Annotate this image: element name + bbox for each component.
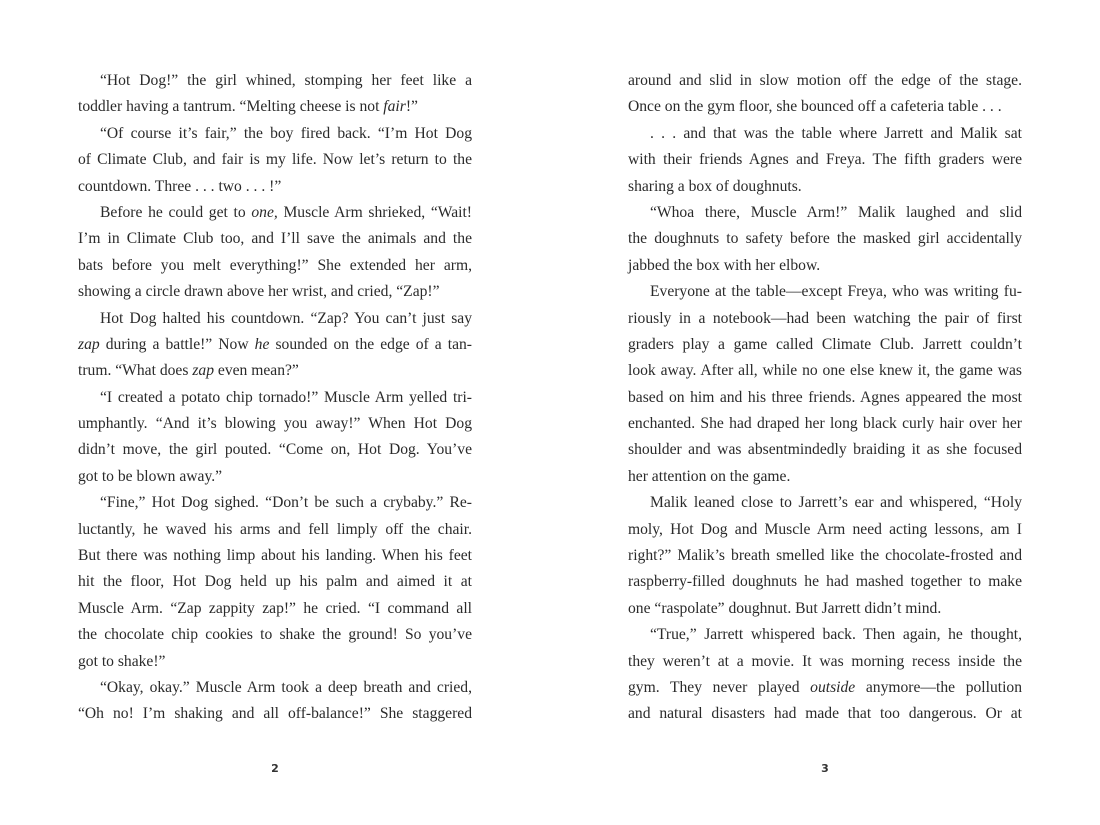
text-run: “Of course it’s fair,” the boy fired back. “I’m Hot Dog xyxy=(100,124,472,142)
text-run: one “raspolate” doughnut. But Jarrett didn’t mind. xyxy=(628,599,942,617)
text-line xyxy=(78,332,472,358)
text-run: anymore—the pollution xyxy=(855,678,1023,696)
text-run: with their friends Agnes and Freya. The fifth graders were xyxy=(628,151,1022,169)
text-line xyxy=(78,437,472,463)
text-run: Once on the gym floor, she bounced off a cafeteria table . . . xyxy=(628,98,1002,116)
text-run: Muscle Arm shrieked, “Wait! xyxy=(277,203,472,221)
text-run: even mean?” xyxy=(214,362,299,380)
text-run: got to shake!” xyxy=(78,652,166,670)
text-line xyxy=(628,622,1022,648)
text-run: Hot Dog halted his countdown. “Zap? You can’t just say xyxy=(100,309,472,327)
text-line xyxy=(628,174,1022,200)
text-line xyxy=(628,147,1022,173)
text-run: “I created a potato chip tornado!” Muscle Arm yelled tri- xyxy=(100,388,472,406)
left-page-number: 2 xyxy=(271,762,279,775)
text-line xyxy=(628,226,1022,252)
text-run: raspberry-filled doughnuts he had mashed together to make xyxy=(628,573,1022,591)
text-run: umphantly. “And it’s blowing you away!” When Hot Dog xyxy=(78,415,472,433)
text-run: Before he could get to xyxy=(100,203,252,221)
text-run: moly, Hot Dog and Muscle Arm need acting lessons, am I xyxy=(628,520,1022,538)
text-run: the chocolate chip cookies to shake the ground! So you’ve xyxy=(78,626,472,644)
text-line xyxy=(78,596,472,622)
italic-text: he xyxy=(254,335,270,353)
text-line xyxy=(78,358,472,384)
text-line xyxy=(78,675,472,701)
text-run: right?” Malik’s breath smelled like the chocolate-frosted and xyxy=(628,547,1022,565)
text-run: “Hot Dog!” the girl whined, stomping her feet like a xyxy=(100,72,472,89)
text-run: I’m in Climate Club too, and I’ll save the animals and the xyxy=(78,230,472,248)
text-run: jabbed the box with her elbow. xyxy=(628,256,821,274)
text-line xyxy=(628,411,1022,437)
text-run: they weren’t at a movie. It was morning recess inside the xyxy=(628,652,1022,670)
text-run: toddler having a tantrum. “Melting cheese is not xyxy=(78,98,384,116)
text-line xyxy=(78,543,472,569)
text-run: the doughnuts to safety before the masked girl accidentally xyxy=(628,230,1022,248)
text-line xyxy=(628,464,1022,490)
text-run: gym. They never played xyxy=(628,678,811,696)
text-line xyxy=(628,306,1022,332)
text-run: got to be blown away.” xyxy=(78,467,223,485)
italic-text: fair xyxy=(383,98,406,116)
text-line xyxy=(628,94,1022,120)
italic-text: one, xyxy=(251,203,278,221)
text-run: graders play a game called Climate Club. Jarrett couldn’t xyxy=(628,335,1022,353)
text-line xyxy=(78,147,472,173)
right-page-text xyxy=(628,68,1022,728)
text-run: “Okay, okay.” Muscle Arm took a deep breath and cried, xyxy=(100,678,472,696)
text-run: during a battle!” Now xyxy=(99,335,255,353)
text-run: showing a circle drawn above her wrist, and cried, “Zap!” xyxy=(78,283,440,301)
text-run: sharing a box of doughnuts. xyxy=(628,177,802,195)
left-page-text xyxy=(78,68,472,728)
text-run: . . . and that was the table where Jarrett and Malik sat xyxy=(650,124,1022,142)
italic-text: outside xyxy=(810,678,856,696)
text-run: luctantly, he waved his arms and fell limply off the chair. xyxy=(78,520,472,538)
text-run: “Fine,” Hot Dog sighed. “Don’t be such a crybaby.” Re- xyxy=(100,494,472,512)
text-run: Everyone at the table—except Freya, who was writing fu- xyxy=(650,283,1022,301)
text-line xyxy=(628,649,1022,675)
text-line xyxy=(78,490,472,516)
text-line xyxy=(628,569,1022,595)
text-line xyxy=(78,94,472,120)
text-line xyxy=(78,701,472,727)
text-line xyxy=(78,306,472,332)
right-page-number: 3 xyxy=(821,762,829,775)
text-line xyxy=(628,517,1022,543)
text-run: look away. After all, while no one else knew it, the game was xyxy=(628,362,1022,380)
text-line xyxy=(78,411,472,437)
text-line xyxy=(628,358,1022,384)
text-line xyxy=(628,437,1022,463)
text-line xyxy=(628,385,1022,411)
text-line xyxy=(628,332,1022,358)
text-line xyxy=(628,200,1022,226)
text-line xyxy=(628,490,1022,516)
text-run: hit the floor, Hot Dog held up his palm and aimed it at xyxy=(78,573,472,591)
text-line xyxy=(78,569,472,595)
text-line xyxy=(78,649,472,675)
text-line xyxy=(628,253,1022,279)
italic-text: zap xyxy=(78,335,100,353)
text-run: and natural disasters had made that too dangerous. Or at xyxy=(628,705,1022,723)
text-run: !” xyxy=(405,98,418,116)
text-line xyxy=(78,622,472,648)
text-line xyxy=(628,121,1022,147)
text-run: Malik leaned close to Jarrett’s ear and whispered, “Holy xyxy=(650,494,1022,512)
text-line xyxy=(628,596,1022,622)
text-line xyxy=(78,174,472,200)
text-line xyxy=(628,543,1022,569)
text-run: enchanted. She had draped her long black curly hair over her xyxy=(628,415,1022,433)
text-line xyxy=(628,701,1022,727)
text-line xyxy=(628,68,1022,94)
text-run: her attention on the game. xyxy=(628,467,791,485)
text-run: trum. “What does xyxy=(78,362,193,380)
text-line xyxy=(78,279,472,305)
text-run: “Oh no! I’m shaking and all off-balance!” She staggered xyxy=(78,705,472,723)
text-run: didn’t move, the girl pouted. “Come on, Hot Dog. You’ve xyxy=(78,441,472,459)
text-line xyxy=(628,675,1022,701)
text-line xyxy=(78,68,472,94)
text-line xyxy=(78,385,472,411)
text-run: based on him and his three friends. Agnes appeared the most xyxy=(628,388,1022,406)
italic-text: zap xyxy=(192,362,214,380)
text-line xyxy=(78,517,472,543)
text-run: bats before you melt everything!” She extended her arm, xyxy=(78,256,472,274)
text-run: around and slid in slow motion off the edge of the stage. xyxy=(628,72,1022,89)
text-run: Muscle Arm. “Zap zappity zap!” he cried. “I command all xyxy=(78,599,472,617)
text-run: “Whoa there, Muscle Arm!” Malik laughed and slid xyxy=(650,203,1022,221)
text-line xyxy=(78,464,472,490)
text-line xyxy=(628,279,1022,305)
text-run: of Climate Club, and fair is my life. Now let’s return to the xyxy=(78,151,472,169)
text-line xyxy=(78,121,472,147)
text-line xyxy=(78,200,472,226)
text-line xyxy=(78,253,472,279)
text-run: sounded on the edge of a tan- xyxy=(269,335,473,353)
text-run: shoulder and was absentmindedly braiding it as she focused xyxy=(628,441,1022,459)
text-run: riously in a notebook—had been watching the pair of first xyxy=(628,309,1022,327)
text-run: But there was nothing limp about his landing. When his feet xyxy=(78,547,472,565)
text-run: countdown. Three . . . two . . . !” xyxy=(78,177,282,195)
text-line xyxy=(78,226,472,252)
text-run: “True,” Jarrett whispered back. Then again, he thought, xyxy=(650,626,1022,644)
